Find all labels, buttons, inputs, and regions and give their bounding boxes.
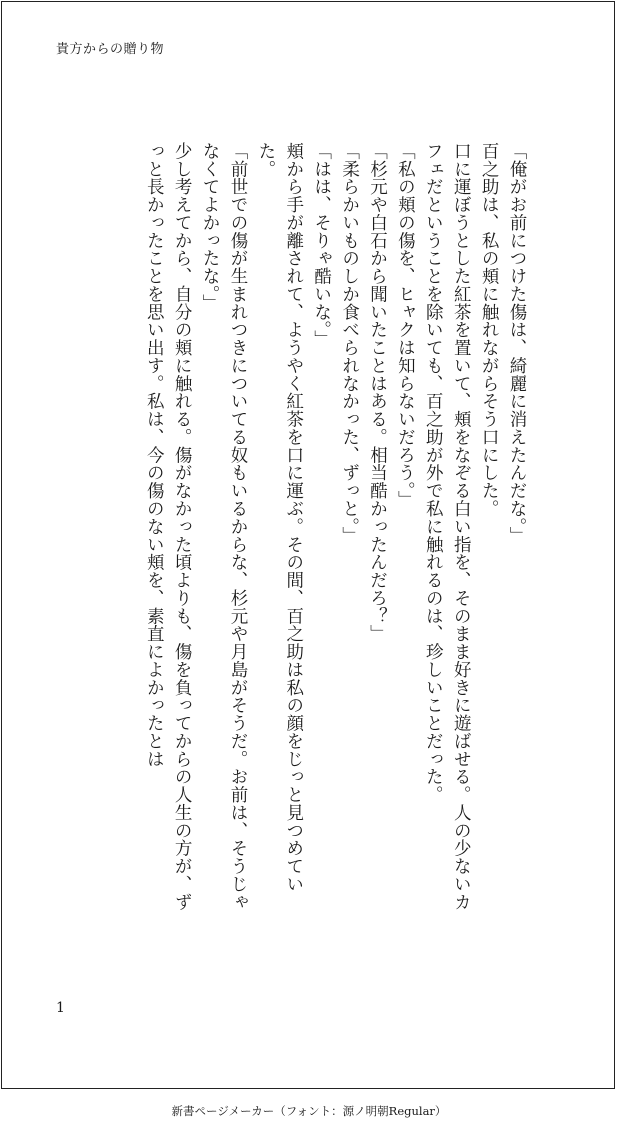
paragraph: 「杉元や白石から聞いたことはある。相当酷かったんだろ？」 xyxy=(367,142,388,643)
paragraph: 百之助は、私の頬に触れながらそう口にした。 xyxy=(479,142,500,518)
paragraph: 少し考えてから、自分の頬に触れる。傷がなかった頃よりも、傷を負ってからの人生の方が、ずっと長かったことを思い出す。私は、今の傷のない頬を、素直によかったとは xyxy=(144,142,193,911)
paragraph: 「私の頬の傷を、ヒャクは知らないだろう。」 xyxy=(395,142,416,509)
page-title: 貴方からの贈り物 xyxy=(56,42,165,57)
paragraph: 「俺がお前につけた傷は、綺麗に消えたんだな。」 xyxy=(507,142,527,545)
paragraph: 「前世での傷が生まれつきについてる奴もいるからな、杉元や月島がそうだ。お前は、そうじゃなくてよかったな。」 xyxy=(200,142,248,911)
vertical-body-text xyxy=(76,142,530,922)
paragraph: 「はは、そりゃ酷いな。」 xyxy=(311,142,332,348)
book-page xyxy=(1,1,615,1089)
footer-credit: 新書ページメーカー（フォント：源ノ明朝Regular） xyxy=(171,1104,447,1118)
page-number: 1 xyxy=(56,1000,65,1016)
paragraph: 口に運ぼうとした紅茶を置いて、頬をなぞる白い指を、そのまま好きに遊ばせる。人の少ないカフェだということを除いても、百之助が外で私に触れるのは、珍しいことだった。 xyxy=(423,142,472,911)
paragraph: 頬から手が離されて、ようやく紅茶を口に運ぶ。その間、百之助は私の顔をじっと見つめていた。 xyxy=(255,142,304,893)
paragraph: 「柔らかいものしか食べられなかった、ずっと。」 xyxy=(339,142,360,545)
